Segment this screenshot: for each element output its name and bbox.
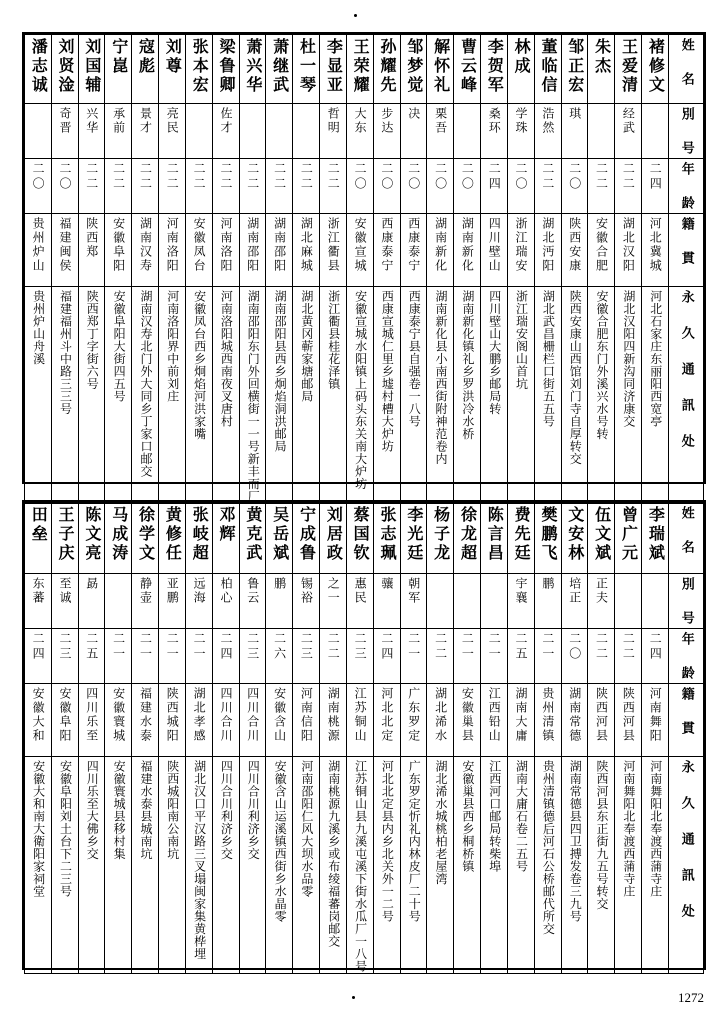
cell-alias: 柏心 [212, 574, 239, 629]
cell-name: 田垒 [25, 503, 52, 574]
cell-alias [185, 104, 212, 159]
cell-age: 二三 [239, 629, 266, 684]
cell-name: 萧兴华 [239, 35, 266, 104]
cell-age: 二二 [615, 159, 642, 214]
cell-age: 二一 [400, 629, 427, 684]
cell-address: 湖北黄冈蕲家塘邮局 [293, 287, 320, 504]
cell-address: 湖北浠水城桃柏老屋湾 [427, 757, 454, 974]
scan-speck [354, 14, 357, 17]
cell-age: 二二 [293, 159, 320, 214]
cell-native: 四川合川 [239, 684, 266, 757]
cell-address: 浙江瑞安阁山首坑 [507, 287, 534, 504]
cell-address: 河南洛阳城西南夜叉唐村 [212, 287, 239, 504]
cell-address: 湖南新化县小南西街附神范卷内 [427, 287, 454, 504]
cell-native: 湖南汉寿 [132, 214, 159, 287]
cell-alias: 佐才 [212, 104, 239, 159]
cell-name: 张本宏 [185, 35, 212, 104]
column-header-name: 姓 名 [669, 503, 704, 574]
cell-native: 河南信阳 [293, 684, 320, 757]
cell-age: 二〇 [507, 159, 534, 214]
cell-alias: 栗吾 [427, 104, 454, 159]
cell-address: 安徽大和南大衛阳家祠堂 [25, 757, 52, 974]
cell-native: 安徽寰城 [105, 684, 132, 757]
cell-age: 二一 [534, 629, 561, 684]
cell-address: 河北石家庄东丽阳西宽亭 [642, 287, 669, 504]
cell-age: 二〇 [346, 159, 373, 214]
cell-address: 江苏铜山县九溪屯溪下街水瓜厂一八号 [346, 757, 373, 974]
cell-native: 河南洛阳 [159, 214, 186, 287]
cell-age: 二四 [373, 629, 400, 684]
cell-name: 萧继武 [266, 35, 293, 104]
cell-age: 二〇 [454, 159, 481, 214]
cell-age: 二三 [51, 629, 78, 684]
cell-address: 四川合川利济乡交 [212, 757, 239, 974]
cell-native: 陕西河县 [588, 684, 615, 757]
cell-alias: 骧 [373, 574, 400, 629]
cell-age: 二四 [481, 159, 508, 214]
cell-address: 安徽寰城县移村集 [105, 757, 132, 974]
cell-alias: 鹏 [266, 574, 293, 629]
cell-name: 邹正宏 [561, 35, 588, 104]
cell-address: 安徽凤台西乡炯焰河洪家嘴 [185, 287, 212, 504]
cell-address: 湖南邵阳东门外回横街一一号新丰而厂 [239, 287, 266, 504]
cell-native: 河北北定 [373, 684, 400, 757]
cell-native: 湖南大庸 [507, 684, 534, 757]
cell-address: 安徽阜阳刘土台下二三号 [51, 757, 78, 974]
cell-native: 浙江瑞安 [507, 214, 534, 287]
column-header-age: 年 龄 [669, 159, 704, 214]
scan-speck [352, 996, 355, 999]
cell-native: 江苏铜山 [346, 684, 373, 757]
cell-age: 二四 [642, 629, 669, 684]
cell-native: 安徽合肥 [588, 214, 615, 287]
cell-alias: 之一 [320, 574, 347, 629]
cell-age: 二二 [320, 629, 347, 684]
cell-native: 湖南桃源 [320, 684, 347, 757]
cell-name: 解怀礼 [427, 35, 454, 104]
cell-name: 寇彪 [132, 35, 159, 104]
cell-name: 陈言昌 [481, 503, 508, 574]
cell-address: 陕西安康山西馆刘门寺自厚转交 [561, 287, 588, 504]
cell-name: 马成涛 [105, 503, 132, 574]
cell-alias: 亮民 [159, 104, 186, 159]
cell-name: 李瑞斌 [642, 503, 669, 574]
table-row-alias [25, 574, 704, 629]
cell-alias [266, 104, 293, 159]
cell-age: 二三 [346, 629, 373, 684]
cell-age: 二一 [159, 629, 186, 684]
cell-alias [615, 574, 642, 629]
cell-alias: 勗 [78, 574, 105, 629]
cell-alias [25, 104, 52, 159]
cell-alias: 奇晋 [51, 104, 78, 159]
cell-name: 朱杰 [588, 35, 615, 104]
cell-age: 二二 [615, 629, 642, 684]
cell-alias [454, 574, 481, 629]
cell-native: 陕西安康 [561, 214, 588, 287]
cell-address: 陕西郑丁字街六号 [78, 287, 105, 504]
cell-age: 二二 [132, 159, 159, 214]
cell-alias: 经武 [615, 104, 642, 159]
cell-name: 樊鹏飞 [534, 503, 561, 574]
cell-name: 黄克武 [239, 503, 266, 574]
cell-address: 湖南邵阳县西乡炯焰洞洪邮局 [266, 287, 293, 504]
cell-native: 湖南邵阳 [266, 214, 293, 287]
cell-alias: 惠民 [346, 574, 373, 629]
cell-native: 广东罗定 [400, 684, 427, 757]
cell-age: 二一 [454, 629, 481, 684]
cell-name: 徐龙超 [454, 503, 481, 574]
cell-alias [481, 574, 508, 629]
cell-name: 林成 [507, 35, 534, 104]
cell-name: 梁鲁卿 [212, 35, 239, 104]
table-row-name [25, 35, 704, 104]
cell-native: 江西铅山 [481, 684, 508, 757]
cell-alias: 大东 [346, 104, 373, 159]
cell-age: 二〇 [400, 159, 427, 214]
cell-native: 陕西郑 [78, 214, 105, 287]
cell-name: 费先廷 [507, 503, 534, 574]
table-row-age [25, 629, 704, 684]
cell-address: 安徽合肥东门外溪兴水号转 [588, 287, 615, 504]
cell-address: 安徽宣城水阳镇上码头东关南大炉坊 [346, 287, 373, 504]
cell-native: 安徽含山 [266, 684, 293, 757]
cell-alias [427, 574, 454, 629]
cell-address: 河南舞阳北奉渡西蒲寺庄 [642, 757, 669, 974]
cell-alias: 至诚 [51, 574, 78, 629]
cell-age: 二二 [427, 629, 454, 684]
table-row-address [25, 287, 704, 504]
column-header-alias: 別 号 [669, 574, 704, 629]
cell-alias: 景才 [132, 104, 159, 159]
cell-alias [642, 104, 669, 159]
cell-native: 湖北麻城 [293, 214, 320, 287]
cell-age: 二〇 [427, 159, 454, 214]
cell-address: 江西河口邮局转柴埠 [481, 757, 508, 974]
cell-alias: 远海 [185, 574, 212, 629]
cell-native: 西康泰宁 [373, 214, 400, 287]
cell-address: 安徽巢县西乡桐桥镇 [454, 757, 481, 974]
cell-address: 湖北汉阳四新沟同济康交 [615, 287, 642, 504]
cell-native: 河北冀城 [642, 214, 669, 287]
cell-name: 李光廷 [400, 503, 427, 574]
cell-native: 湖北汉阳 [615, 214, 642, 287]
cell-native: 四川壁山 [481, 214, 508, 287]
cell-address: 广东罗定忻礼内林皮厂二十号 [400, 757, 427, 974]
column-header-name: 姓 名 [669, 35, 704, 104]
cell-native: 陕西城阳 [159, 684, 186, 757]
cell-age: 二五 [507, 629, 534, 684]
cell-age: 二〇 [373, 159, 400, 214]
cell-native: 河南舞阳 [642, 684, 669, 757]
cell-address: 福建水泰县城南坑 [132, 757, 159, 974]
column-header-address: 永 久 通 訊 处 [669, 757, 704, 974]
cell-name: 邓辉 [212, 503, 239, 574]
cell-age: 二〇 [561, 629, 588, 684]
cell-age: 二二 [266, 159, 293, 214]
column-header-alias: 別 号 [669, 104, 704, 159]
cell-age: 二二 [185, 159, 212, 214]
cell-name: 杨子龙 [427, 503, 454, 574]
cell-native: 四川乐至 [78, 684, 105, 757]
cell-native: 浙江衢县 [320, 214, 347, 287]
cell-native: 安徽阜阳 [51, 684, 78, 757]
cell-alias [293, 104, 320, 159]
cell-name: 李显亚 [320, 35, 347, 104]
cell-address: 四川合川利济乡交 [239, 757, 266, 974]
cell-native: 湖南新化 [427, 214, 454, 287]
cell-age: 二〇 [51, 159, 78, 214]
cell-alias: 哲明 [320, 104, 347, 159]
cell-address: 河南邵阳仁风大坝水品零 [293, 757, 320, 974]
table-row-alias [25, 104, 704, 159]
cell-name: 孙耀先 [373, 35, 400, 104]
cell-name: 伍文斌 [588, 503, 615, 574]
cell-alias: 东蕃 [25, 574, 52, 629]
cell-age: 二二 [159, 159, 186, 214]
page-number: 1272 [678, 990, 704, 1005]
cell-native: 湖南新化 [454, 214, 481, 287]
cell-native: 安徽阜阳 [105, 214, 132, 287]
roster-grid-top [24, 34, 704, 504]
cell-address: 河北北定县内乡北关外一二号 [373, 757, 400, 974]
cell-alias: 承前 [105, 104, 132, 159]
cell-native: 湖北孝感 [185, 684, 212, 757]
cell-age: 二一 [105, 629, 132, 684]
cell-name: 宁成鲁 [293, 503, 320, 574]
cell-address: 河南洛阳界中前刘庄 [159, 287, 186, 504]
cell-address: 陕西城阳南公南坑 [159, 757, 186, 974]
cell-name: 陈文亮 [78, 503, 105, 574]
cell-address: 西康宣城仁里乡墟村槽大炉坊 [373, 287, 400, 504]
cell-native: 贵州炉山 [25, 214, 52, 287]
cell-address: 安徽含山运溪镇西街乡水晶零 [266, 757, 293, 974]
cell-native: 安徽凤台 [185, 214, 212, 287]
cell-age: 二四 [642, 159, 669, 214]
cell-address: 贵州炉山舟溪 [25, 287, 52, 504]
column-header-native: 籍 貫 [669, 684, 704, 757]
cell-address: 湖北武昌栅栏口街五五号 [534, 287, 561, 504]
cell-address: 安徽阜阳大街四五号 [105, 287, 132, 504]
cell-name: 刘尊 [159, 35, 186, 104]
column-header-age: 年 龄 [669, 629, 704, 684]
cell-alias [642, 574, 669, 629]
cell-name: 潘志诚 [25, 35, 52, 104]
cell-alias [239, 104, 266, 159]
cell-native: 福建闽侯 [51, 214, 78, 287]
cell-address: 四川壁山大鹏乡邮局转 [481, 287, 508, 504]
table-row-native [25, 684, 704, 757]
cell-alias: 鹏 [534, 574, 561, 629]
cell-address: 贵州清镇德后河石公桥邮代所交 [534, 757, 561, 974]
cell-age: 二二 [78, 159, 105, 214]
cell-name: 褚修文 [642, 35, 669, 104]
cell-native: 陕西河县 [615, 684, 642, 757]
cell-age: 二〇 [25, 159, 52, 214]
cell-name: 邹梦觉 [400, 35, 427, 104]
cell-alias: 静壶 [132, 574, 159, 629]
cell-name: 刘居政 [320, 503, 347, 574]
cell-name: 董临信 [534, 35, 561, 104]
cell-address: 湖北汉口平汉路三叉塌闽家集黄桦埋 [185, 757, 212, 974]
table-row-name [25, 503, 704, 574]
cell-address: 福建福州斗中路三三号 [51, 287, 78, 504]
cell-name: 张志珮 [373, 503, 400, 574]
cell-alias: 培正 [561, 574, 588, 629]
table-row-native [25, 214, 704, 287]
cell-alias: 正夫 [588, 574, 615, 629]
cell-alias: 步达 [373, 104, 400, 159]
cell-age: 二〇 [561, 159, 588, 214]
cell-age: 二三 [293, 629, 320, 684]
column-header-address: 永 久 通 訊 处 [669, 287, 704, 504]
cell-native: 安徽大和 [25, 684, 52, 757]
cell-alias [588, 104, 615, 159]
cell-age: 二五 [78, 629, 105, 684]
cell-native: 湖北浠水 [427, 684, 454, 757]
cell-age: 二二 [534, 159, 561, 214]
cell-name: 宁崑 [105, 35, 132, 104]
cell-age: 二二 [588, 629, 615, 684]
cell-alias: 鲁云 [239, 574, 266, 629]
cell-address: 湖南桃源九溪乡或布绫福蕃岗邮交 [320, 757, 347, 974]
cell-native: 湖南常德 [561, 684, 588, 757]
cell-name: 曾广元 [615, 503, 642, 574]
cell-address: 河南舞阳北奉渡西蒲寺庄 [615, 757, 642, 974]
cell-alias: 决 [400, 104, 427, 159]
cell-age: 二二 [320, 159, 347, 214]
cell-name: 李贺军 [481, 35, 508, 104]
cell-name: 王荣耀 [346, 35, 373, 104]
cell-alias: 亚鹏 [159, 574, 186, 629]
cell-age: 二四 [25, 629, 52, 684]
column-header-native: 籍 貫 [669, 214, 704, 287]
cell-address: 陕西河县东正街九五号转交 [588, 757, 615, 974]
cell-native: 湖南邵阳 [239, 214, 266, 287]
cell-age: 二一 [481, 629, 508, 684]
cell-name: 王爱清 [615, 35, 642, 104]
cell-native: 安徽宣城 [346, 214, 373, 287]
cell-alias: 桑环 [481, 104, 508, 159]
cell-address: 湖南大庸石卷二五号 [507, 757, 534, 974]
roster-table-bottom [22, 500, 706, 973]
cell-address: 湖南常德县四卫搏发卷三九号 [561, 757, 588, 974]
cell-native: 西康泰宁 [400, 214, 427, 287]
cell-age: 二四 [212, 629, 239, 684]
cell-native: 贵州清镇 [534, 684, 561, 757]
cell-name: 黄修任 [159, 503, 186, 574]
cell-name: 张岐超 [185, 503, 212, 574]
cell-age: 二二 [588, 159, 615, 214]
cell-address: 四川乐至大佛乡交 [78, 757, 105, 974]
cell-alias: 兴华 [78, 104, 105, 159]
cell-name: 徐学文 [132, 503, 159, 574]
cell-alias [454, 104, 481, 159]
cell-native: 四川合川 [212, 684, 239, 757]
cell-age: 二一 [185, 629, 212, 684]
cell-alias: 浩然 [534, 104, 561, 159]
cell-alias: 朝军 [400, 574, 427, 629]
cell-age: 二二 [239, 159, 266, 214]
cell-alias: 宇襄 [507, 574, 534, 629]
cell-name: 蔡国钦 [346, 503, 373, 574]
cell-name: 吴岳斌 [266, 503, 293, 574]
table-row-age [25, 159, 704, 214]
cell-address: 湖南新化镇礼乡罗洪冷水桥 [454, 287, 481, 504]
cell-alias [105, 574, 132, 629]
cell-name: 刘国辅 [78, 35, 105, 104]
cell-alias: 学珠 [507, 104, 534, 159]
roster-table-top [22, 32, 706, 503]
cell-alias: 琪 [561, 104, 588, 159]
cell-name: 王子庆 [51, 503, 78, 574]
cell-age: 二六 [266, 629, 293, 684]
cell-name: 文安林 [561, 503, 588, 574]
cell-native: 河南洛阳 [212, 214, 239, 287]
table-row-address [25, 757, 704, 974]
cell-age: 二二 [212, 159, 239, 214]
cell-native: 安徽巢县 [454, 684, 481, 757]
cell-alias: 锡裕 [293, 574, 320, 629]
cell-address: 浙江衢县桂花泽镇 [320, 287, 347, 504]
cell-age: 二二 [105, 159, 132, 214]
roster-grid-bottom [24, 502, 704, 974]
cell-name: 杜一琴 [293, 35, 320, 104]
cell-name: 曹云峰 [454, 35, 481, 104]
cell-native: 湖北沔阳 [534, 214, 561, 287]
cell-native: 福建水泰 [132, 684, 159, 757]
cell-name: 刘贤淦 [51, 35, 78, 104]
cell-age: 二一 [132, 629, 159, 684]
cell-address: 西康泰宁县自强卷一八号 [400, 287, 427, 504]
cell-address: 湖南汉寿北门外大同乡丁家口邮交 [132, 287, 159, 504]
